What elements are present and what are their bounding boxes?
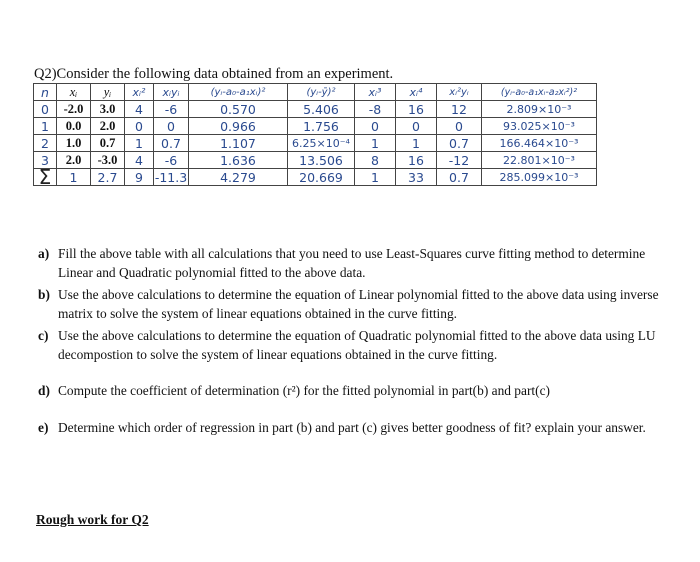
cell: 0 (34, 101, 57, 118)
table-sum-row (34, 169, 597, 186)
cell: 3.0 (91, 101, 125, 118)
sum-cell: 2.7 (91, 169, 125, 186)
cell: 1 (355, 135, 396, 152)
cell: -2.0 (57, 101, 91, 118)
sum-cell: 285.099×10⁻³ (482, 169, 597, 186)
cell: 1.756 (288, 118, 355, 135)
cell: 0.7 (91, 135, 125, 152)
sum-symbol: Σ (34, 169, 57, 186)
cell: 13.506 (288, 152, 355, 169)
question-item (38, 327, 678, 364)
question-label: b) (38, 287, 50, 302)
cell: 2.0 (91, 118, 125, 135)
cell: 1.0 (57, 135, 91, 152)
header-x: xᵢ (57, 84, 91, 101)
cell: -12 (437, 152, 482, 169)
question-label: e) (38, 419, 49, 435)
question-text: Compute the coefficient of determination (r²) for the fitted polynomial in part(b) and part(c) (58, 383, 550, 398)
cell: -8 (355, 101, 396, 118)
sum-cell: 20.669 (288, 169, 355, 186)
table-row (34, 118, 597, 135)
question-text: Determine which order of regression in part (b) and part (c) gives better goodness of fit? explain your answer. (58, 419, 646, 435)
question-title: Q2)Consider the following data obtained from an experiment. (34, 66, 394, 82)
question-label: c) (38, 328, 49, 343)
cell: 0 (396, 118, 437, 135)
header-x4: xᵢ⁴ (396, 84, 437, 101)
cell: 1 (125, 135, 154, 152)
question-item (38, 382, 678, 401)
cell: 5.406 (288, 101, 355, 118)
question-label: a) (38, 246, 50, 261)
question-item (38, 419, 678, 438)
sum-cell: 4.279 (189, 169, 288, 186)
cell: 1 (34, 118, 57, 135)
header-x2y: xᵢ²yᵢ (437, 84, 482, 101)
cell: 1.107 (189, 135, 288, 152)
data-table (33, 83, 597, 189)
header-n: n (34, 84, 57, 101)
sum-cell: 1 (57, 169, 91, 186)
cell: 0 (154, 118, 189, 135)
question-item (38, 245, 678, 282)
cell: 0 (125, 118, 154, 135)
question-text: Fill the above table with all calculations that you need to use Least-Squares curve fitting method to determine Linear and Quadratic polynomial fitted to the above data. (58, 246, 646, 280)
table-row (34, 101, 597, 118)
cell: 1 (396, 135, 437, 152)
cell: 16 (396, 152, 437, 169)
sum-cell: 0.7 (437, 169, 482, 186)
cell: 0 (355, 118, 396, 135)
header-y: yᵢ (91, 84, 125, 101)
question-item (38, 286, 678, 323)
sum-cell: 1 (355, 169, 396, 186)
header-total-variation: (yᵢ-ȳ)² (288, 84, 355, 101)
sum-cell: 9 (125, 169, 154, 186)
cell: 2.809×10⁻³ (482, 101, 597, 118)
cell: 4 (125, 101, 154, 118)
cell: 22.801×10⁻³ (482, 152, 597, 169)
header-quadratic-residual: (yᵢ-a₀-a₁xᵢ-a₂xᵢ²)² (482, 84, 597, 101)
cell: 6.25×10⁻⁴ (288, 135, 355, 152)
cell: 8 (355, 152, 396, 169)
cell: 0 (437, 118, 482, 135)
question-list (38, 245, 678, 441)
question-text: Use the above calculations to determine the equation of Linear polynomial fitted to the above data using inverse matrix to solve the system of linear equations obtained in the curve fitting. (58, 287, 659, 321)
cell: 4 (125, 152, 154, 169)
question-text: Use the above calculations to determine the equation of Quadratic polynomial fitted to the above data using LU decompostion to solve the system of linear equations obtained in the curve fitting. (58, 328, 656, 362)
cell: 1.636 (189, 152, 288, 169)
header-x2: xᵢ² (125, 84, 154, 101)
table-header-row (34, 84, 597, 101)
sum-cell: 33 (396, 169, 437, 186)
cell: 0.7 (437, 135, 482, 152)
cell: 0.0 (57, 118, 91, 135)
cell: 3 (34, 152, 57, 169)
cell: 0.7 (154, 135, 189, 152)
table-row (34, 152, 597, 169)
question-label: d) (38, 383, 50, 398)
header-linear-residual: (yᵢ-a₀-a₁xᵢ)² (189, 84, 288, 101)
cell: 0.570 (189, 101, 288, 118)
cell: -6 (154, 101, 189, 118)
cell: 12 (437, 101, 482, 118)
cell: -6 (154, 152, 189, 169)
cell: 2 (34, 135, 57, 152)
cell: 93.025×10⁻³ (482, 118, 597, 135)
cell: 2.0 (57, 152, 91, 169)
cell: 166.464×10⁻³ (482, 135, 597, 152)
sum-cell: -11.3 (154, 169, 188, 185)
cell: 0.966 (189, 118, 288, 135)
cell: -3.0 (91, 152, 125, 169)
header-xy: xᵢyᵢ (154, 84, 189, 101)
header-x3: xᵢ³ (355, 84, 396, 101)
cell: 16 (396, 101, 437, 118)
rough-work-heading: Rough work for Q2 (36, 512, 149, 527)
table-row (34, 135, 597, 152)
